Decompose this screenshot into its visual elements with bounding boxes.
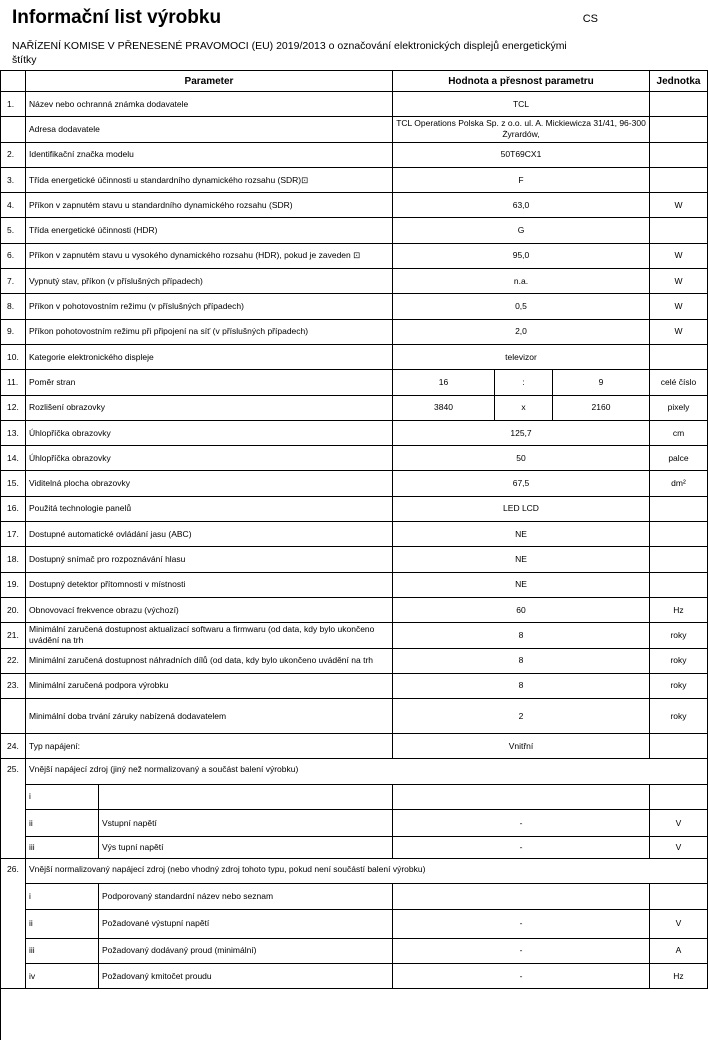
row-unit: roky [650, 674, 708, 699]
row-parameter: Vypnutý stav, příkon (v příslušných případech) [26, 269, 393, 294]
row-value: 67,5 [393, 471, 650, 496]
subrow-roman: ii [26, 810, 99, 837]
row-number [1, 117, 26, 142]
subrow-unit: V [650, 910, 708, 939]
row-number: 12. [1, 396, 26, 421]
row-parameter: Název nebo ochranná známka dodavatele [26, 92, 393, 117]
row-parameter: Typ napájení: [26, 734, 393, 759]
row-unit: W [650, 269, 708, 294]
row-unit [650, 218, 708, 243]
row-parameter: Obnovovací frekvence obrazu (výchozí) [26, 598, 393, 623]
row-value-b: 9 [553, 370, 650, 395]
row-unit: pixely [650, 396, 708, 421]
section-spacer [1, 939, 26, 964]
row-number: 1. [1, 92, 26, 117]
row-number: 20. [1, 598, 26, 623]
header-unit: Jednotka [650, 70, 708, 92]
row-parameter: Dostupný snímač pro rozpoznávání hlasu [26, 547, 393, 572]
row-value: 8 [393, 649, 650, 674]
row-number: 16. [1, 497, 26, 522]
section-spacer [1, 810, 26, 837]
row-value-separator: x [495, 396, 553, 421]
subrow-label: Podporovaný standardní název nebo seznam [99, 884, 393, 909]
row-unit [650, 168, 708, 193]
row-number: 19. [1, 573, 26, 598]
row-value: 50 [393, 446, 650, 471]
row-number: 24. [1, 734, 26, 759]
row-parameter: Příkon v zapnutém stavu u vysokého dynamického rozsahu (HDR), pokud je zaveden ⊡ [26, 244, 393, 269]
row-number: 4. [1, 193, 26, 218]
row-number: 3. [1, 168, 26, 193]
row-parameter: Minimální zaručená podpora výrobku [26, 674, 393, 699]
row-unit [650, 522, 708, 547]
row-value: n.a. [393, 269, 650, 294]
row-parameter: Dostupný detektor přítomnosti v místnosti [26, 573, 393, 598]
row-number: 9. [1, 320, 26, 345]
subrow-label: Vstupní napětí [99, 810, 393, 837]
row-parameter: Minimální doba trvání záruky nabízená dodavatelem [26, 699, 393, 734]
subrow-roman: iii [26, 837, 99, 859]
row-unit [650, 143, 708, 168]
section-number: 26. [1, 859, 26, 884]
row-value: 2,0 [393, 320, 650, 345]
row-unit [650, 117, 708, 142]
row-number: 13. [1, 421, 26, 446]
row-value: G [393, 218, 650, 243]
row-number [1, 699, 26, 734]
row-value: 95,0 [393, 244, 650, 269]
row-value: Vnitřní [393, 734, 650, 759]
row-parameter: Kategorie elektronického displeje [26, 345, 393, 370]
row-parameter: Identifikační značka modelu [26, 143, 393, 168]
row-parameter: Rozlišení obrazovky [26, 396, 393, 421]
section-number: 25. [1, 759, 26, 784]
row-parameter: Dostupné automatické ovládání jasu (ABC) [26, 522, 393, 547]
row-number: 22. [1, 649, 26, 674]
row-number: 10. [1, 345, 26, 370]
subrow-unit: A [650, 939, 708, 964]
row-parameter: Adresa dodavatele [26, 117, 393, 142]
product-info-table [0, 70, 701, 1040]
row-unit [650, 573, 708, 598]
row-value: 125,7 [393, 421, 650, 446]
header-num-cell [1, 70, 26, 92]
row-parameter: Příkon pohotovostním režimu při připojení na síť (v příslušných případech) [26, 320, 393, 345]
row-unit: W [650, 294, 708, 319]
row-unit [650, 497, 708, 522]
row-unit: roky [650, 623, 708, 648]
row-unit: dm² [650, 471, 708, 496]
subrow-value: - [393, 837, 650, 859]
row-value: LED LCD [393, 497, 650, 522]
header-parameter: Parameter [26, 70, 393, 92]
section-spacer [1, 785, 26, 810]
row-parameter: Třída energetické účinnosti (HDR) [26, 218, 393, 243]
row-value: 2 [393, 699, 650, 734]
row-value: NE [393, 573, 650, 598]
subrow-unit: V [650, 837, 708, 859]
row-value-a: 16 [393, 370, 495, 395]
row-unit: W [650, 320, 708, 345]
row-number: 2. [1, 143, 26, 168]
row-unit [650, 547, 708, 572]
row-unit [650, 734, 708, 759]
row-unit: roky [650, 649, 708, 674]
row-unit: palce [650, 446, 708, 471]
subrow-label [99, 785, 393, 810]
row-unit: Hz [650, 598, 708, 623]
row-unit [650, 92, 708, 117]
row-unit: roky [650, 699, 708, 734]
regulation-subtitle: NAŘÍZENÍ KOMISE V PŘENESENÉ PRAVOMOCI (EU) 2019/2013 o označování elektronických displejů energetickými štítky [12, 40, 567, 66]
subrow-value: - [393, 939, 650, 964]
page-title: Informační list výrobku [12, 7, 222, 28]
row-unit: W [650, 193, 708, 218]
row-value: 0,5 [393, 294, 650, 319]
row-value: TCL [393, 92, 650, 117]
row-value: 50T69CX1 [393, 143, 650, 168]
row-number: 21. [1, 623, 26, 648]
subrow-unit [650, 884, 708, 909]
row-parameter: Minimální zaručená dostupnost náhradních dílů (od data, kdy bylo ukončeno uvádění na trh [26, 649, 393, 674]
row-parameter: Třída energetické účinnosti u standardního dynamického rozsahu (SDR)⊡ [26, 168, 393, 193]
subrow-roman: iii [26, 939, 99, 964]
row-value: televizor [393, 345, 650, 370]
row-number: 6. [1, 244, 26, 269]
subrow-value [393, 785, 650, 810]
subrow-label: Požadované výstupní napětí [99, 910, 393, 939]
section-spacer [1, 964, 26, 989]
row-value: TCL Operations Polska Sp. z o.o. ul. A. Mickiewicza 31/41, 96-300 Żyrardów, [393, 117, 650, 142]
row-parameter: Poměr stran [26, 370, 393, 395]
document-header [0, 0, 624, 70]
row-unit [650, 345, 708, 370]
row-number: 14. [1, 446, 26, 471]
row-value-separator: : [495, 370, 553, 395]
row-value: 60 [393, 598, 650, 623]
subrow-value: - [393, 964, 650, 989]
row-parameter: Příkon v pohotovostním režimu (v příslušných případech) [26, 294, 393, 319]
row-parameter: Viditelná plocha obrazovky [26, 471, 393, 496]
subrow-label: Požadovaný dodávaný proud (minimální) [99, 939, 393, 964]
row-number: 5. [1, 218, 26, 243]
row-value: 63,0 [393, 193, 650, 218]
row-number: 11. [1, 370, 26, 395]
row-unit: W [650, 244, 708, 269]
subrow-value [393, 884, 650, 909]
subrow-value: - [393, 910, 650, 939]
row-parameter: Příkon v zapnutém stavu u standardního dynamického rozsahu (SDR) [26, 193, 393, 218]
row-value: 8 [393, 623, 650, 648]
section-spacer [1, 884, 26, 909]
row-value: 8 [393, 674, 650, 699]
subrow-label: Výs tupní napětí [99, 837, 393, 859]
row-parameter: Použitá technologie panelů [26, 497, 393, 522]
row-parameter: Úhlopříčka obrazovky [26, 421, 393, 446]
row-unit: celé číslo [650, 370, 708, 395]
row-parameter: Úhlopříčka obrazovky [26, 446, 393, 471]
row-unit: cm [650, 421, 708, 446]
subrow-roman: ii [26, 910, 99, 939]
row-value: NE [393, 522, 650, 547]
section-title: Vnější normalizovaný napájecí zdroj (nebo vhodný zdroj tohoto typu, pokud není součástí balení výrobku) [26, 859, 708, 884]
row-number: 17. [1, 522, 26, 547]
subrow-roman: i [26, 785, 99, 810]
row-number: 23. [1, 674, 26, 699]
subrow-unit [650, 785, 708, 810]
row-number: 18. [1, 547, 26, 572]
row-value: NE [393, 547, 650, 572]
subrow-value: - [393, 810, 650, 837]
section-spacer [1, 910, 26, 939]
subrow-roman: iv [26, 964, 99, 989]
subrow-unit: Hz [650, 964, 708, 989]
row-number: 15. [1, 471, 26, 496]
row-number: 8. [1, 294, 26, 319]
language-code: CS [582, 13, 598, 25]
row-value-a: 3840 [393, 396, 495, 421]
subrow-unit: V [650, 810, 708, 837]
row-parameter: Minimální zaručená dostupnost aktualizací softwaru a firmwaru (od data, kdy bylo ukončeno uvádění na trh [26, 623, 393, 648]
section-title: Vnější napájecí zdroj (jiný než normalizovaný a součást balení výrobku) [26, 759, 708, 784]
subrow-roman: i [26, 884, 99, 909]
subrow-label: Požadovaný kmitočet proudu [99, 964, 393, 989]
row-number: 7. [1, 269, 26, 294]
row-value-b: 2160 [553, 396, 650, 421]
row-value: F [393, 168, 650, 193]
header-value: Hodnota a přesnost parametru [393, 70, 650, 92]
section-spacer [1, 837, 26, 859]
